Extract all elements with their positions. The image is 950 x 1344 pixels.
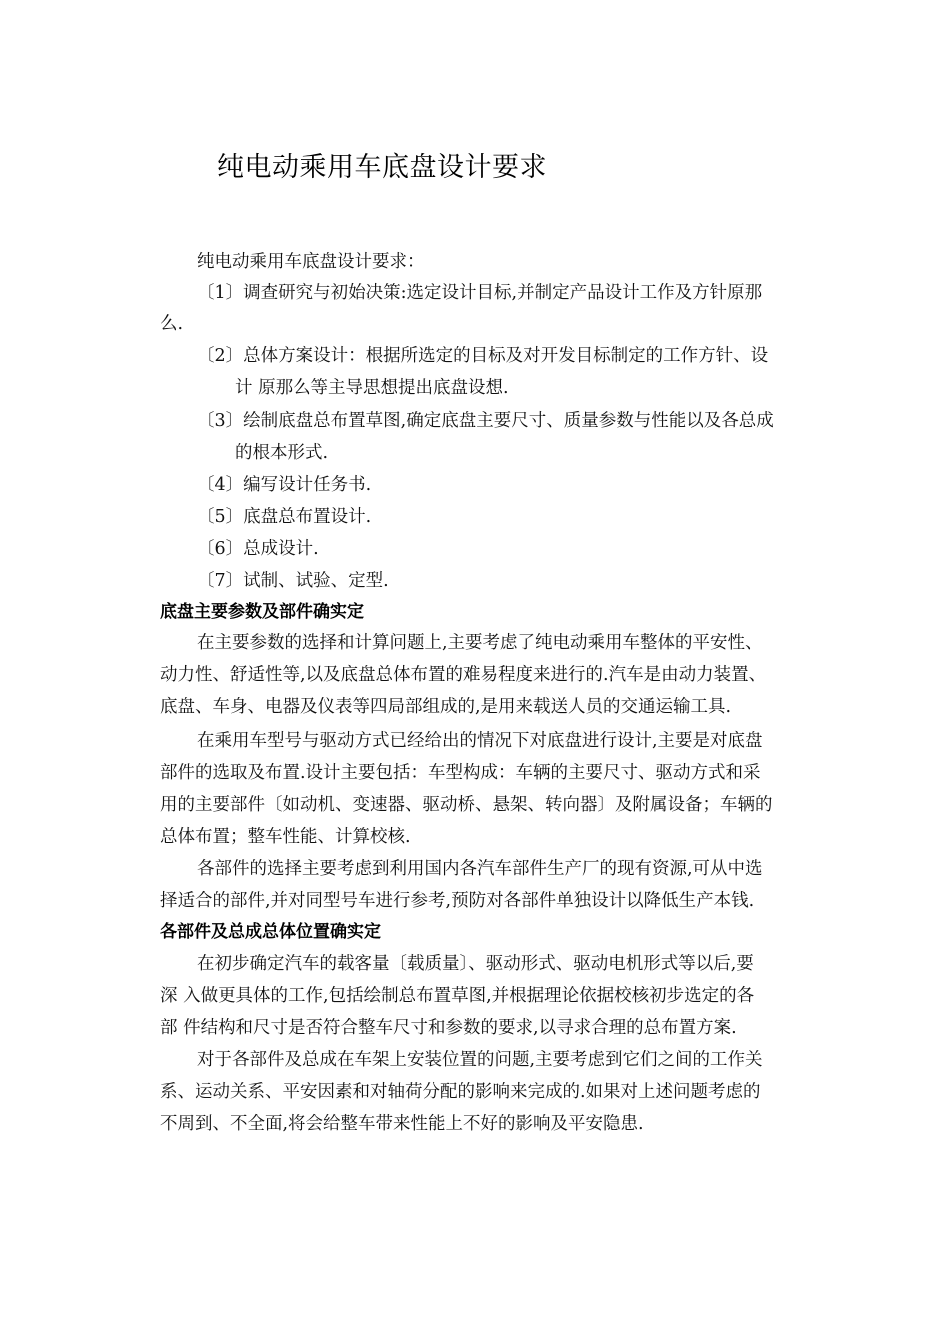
step-4: 〔4〕编写设计任务书. bbox=[197, 475, 372, 495]
section-1-para-2-line-1: 在乘用车型号与驱动方式已经给出的情况下对底盘进行设计,主要是对底盘 bbox=[197, 731, 763, 751]
step-5: 〔5〕底盘总布置设计. bbox=[197, 507, 372, 527]
step-1-line-1: 〔1〕调查研究与初始决策:选定设计目标,并制定产品设计工作及方针原那 bbox=[197, 283, 763, 303]
section-1-para-2-line-4: 总体布置；整车性能、计算校核. bbox=[160, 827, 411, 847]
section-1-para-3-line-1: 各部件的选择主要考虑到利用国内各汽车部件生产厂的现有资源,可从中选 bbox=[197, 859, 763, 879]
section-1-para-1-line-1: 在主要参数的选择和计算问题上,主要考虑了纯电动乘用车整体的平安性、 bbox=[197, 633, 763, 653]
step-6: 〔6〕总成设计. bbox=[197, 539, 319, 559]
section-1-heading: 底盘主要参数及部件确实定 bbox=[160, 602, 364, 622]
section-2-para-1-line-3: 部 件结构和尺寸是否符合整车尺寸和参数的要求,以寻求合理的总布置方案. bbox=[160, 1018, 737, 1038]
step-2-line-1: 〔2〕总体方案设计：根据所选定的目标及对开发目标制定的工作方针、设 bbox=[197, 346, 769, 366]
step-7: 〔7〕试制、试验、定型. bbox=[197, 571, 389, 591]
section-1-para-2-line-3: 用的主要部件〔如动机、变速器、驱动桥、悬架、转向器〕及附属设备；车辆的 bbox=[160, 795, 773, 815]
step-3-line-2: 的根本形式. bbox=[235, 443, 329, 463]
step-1-line-2: 么. bbox=[160, 314, 184, 334]
section-2-para-2-line-2: 系、运动关系、平安因素和对轴荷分配的影响来完成的.如果对上述问题考虑的 bbox=[160, 1082, 761, 1102]
section-1-para-1-line-2: 动力性、舒适性等,以及底盘总体布置的难易程度来进行的.汽车是由动力装置、 bbox=[160, 665, 767, 685]
section-2-para-1-line-1: 在初步确定汽车的载客量〔载质量〕、驱动形式、驱动电机形式等以后,要 bbox=[197, 954, 754, 974]
section-1-para-1-line-3: 底盘、车身、电器及仪表等四局部组成的,是用来载送人员的交通运输工具. bbox=[160, 697, 732, 717]
section-2-heading: 各部件及总成总体位置确实定 bbox=[160, 922, 381, 942]
section-2-para-1-line-2: 深 入做更具体的工作,包括绘制总布置草图,并根据理论依据校核初步选定的各 bbox=[160, 986, 755, 1006]
section-1-para-3-line-2: 择适合的部件,并对同型号车进行参考,预防对各部件单独设计以降低生产本钱. bbox=[160, 891, 755, 911]
section-2-para-2-line-3: 不周到、不全面,将会给整车带来性能上不好的影响及平安隐患. bbox=[160, 1114, 644, 1134]
step-2-line-2: 计 原那么等主导思想提出底盘设想. bbox=[235, 378, 509, 398]
section-2-para-2-line-1: 对于各部件及总成在车架上安装位置的问题,主要考虑到它们之间的工作关 bbox=[197, 1050, 763, 1070]
intro-label: 纯电动乘用车底盘设计要求： bbox=[197, 252, 425, 272]
page-title: 纯电动乘用车底盘设计要求 bbox=[217, 152, 547, 183]
step-3-line-1: 〔3〕绘制底盘总布置草图,确定底盘主要尺寸、质量参数与性能以及各总成 bbox=[197, 411, 774, 431]
section-1-para-2-line-2: 部件的选取及布置.设计主要包括：车型构成：车辆的主要尺寸、驱动方式和采 bbox=[160, 763, 761, 783]
